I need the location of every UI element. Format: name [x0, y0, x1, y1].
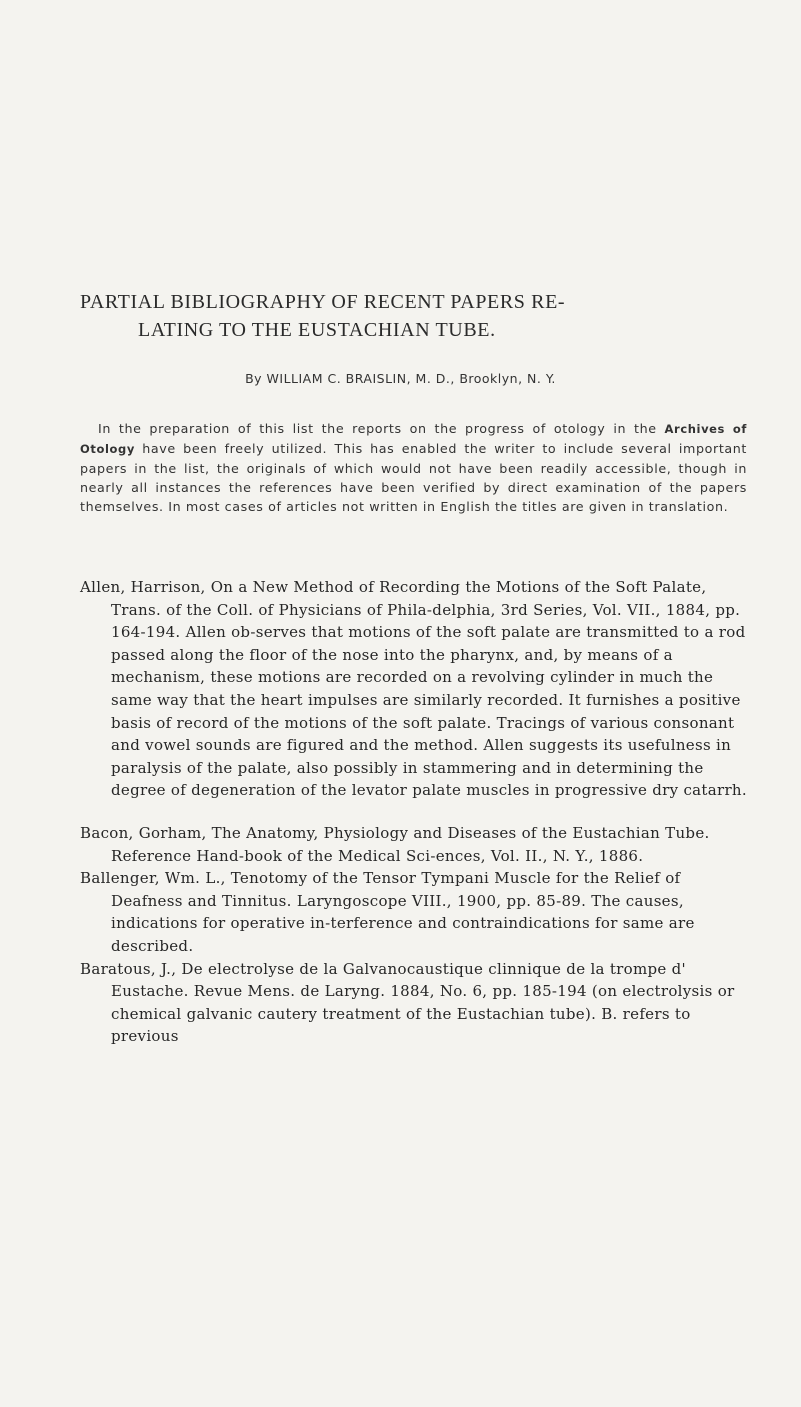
- intro-paragraph: [80, 419, 747, 516]
- reference-list: [80, 576, 748, 1048]
- journal-name: Archives of Otology: [80, 422, 747, 456]
- reference-baratous: Baratous, J., De electrolyse de la Galvanocaustique clinnique de la trompe d' Eustache. Revue Mens. de Laryng. 1884, No. 6, pp. 185-194 (on electrolysis or chemical galvanic cautery treatment of the Eustachian tube). B. refers to previous: [80, 959, 735, 1046]
- intro-text-after: have been freely utilized. This has enabled the writer to include several important papers in the list, the originals of which would not have been readily accessible, though in nearly all instances the references have been verified by direct examination of the papers themselves. In most cases of articles not written in English the titles are given in translation.: [80, 441, 747, 514]
- intro-text-before: In the preparation of this list the reports on the progress of otology in the: [98, 421, 665, 436]
- title-line-1: PARTIAL BIBLIOGRAPHY OF RECENT PAPERS RE-: [80, 291, 566, 313]
- title-line-2: LATING TO THE EUSTACHIAN TUBE.: [138, 319, 496, 341]
- page-title: [80, 288, 760, 344]
- reference-allen: Allen, Harrison, On a New Method of Recording the Motions of the Soft Palate, Trans. of the Coll. of Physicians of Phila-delphia, 3rd Series, Vol. VII., 1884, pp. 164-194. Allen ob-serves that motions of the soft palate are transmitted to a rod passed along the floor of the nose into the pharynx, and, by means of a mechanism, these motions are recorded on a revolving cylinder in much the same way that the heart impulses are similarly recorded. It furnishes a positive basis of record of the motions of the soft palate. Tracings of various consonant and vowel sounds are figured and the method. Allen suggests its usefulness in paralysis of the palate, also possibly in stammering and in determining the degree of degeneration of the levator palate muscles in progressive dry catarrh.: [80, 578, 747, 800]
- reference-ballenger: Ballenger, Wm. L., Tenotomy of the Tensor Tympani Muscle for the Relief of Deafness and Tinnitus. Laryngoscope VIII., 1900, pp. 85-89. The causes, indications for operative in-terference and contraindications for same are described.: [80, 869, 695, 955]
- author-byline: By WILLIAM C. BRAISLIN, M. D., Brooklyn, N. Y.: [245, 371, 556, 386]
- reference-bacon: Bacon, Gorham, The Anatomy, Physiology and Diseases of the Eustachian Tube. Reference Hand-book of the Medical Sci-ences, Vol. II., N. Y., 1886.: [80, 823, 710, 865]
